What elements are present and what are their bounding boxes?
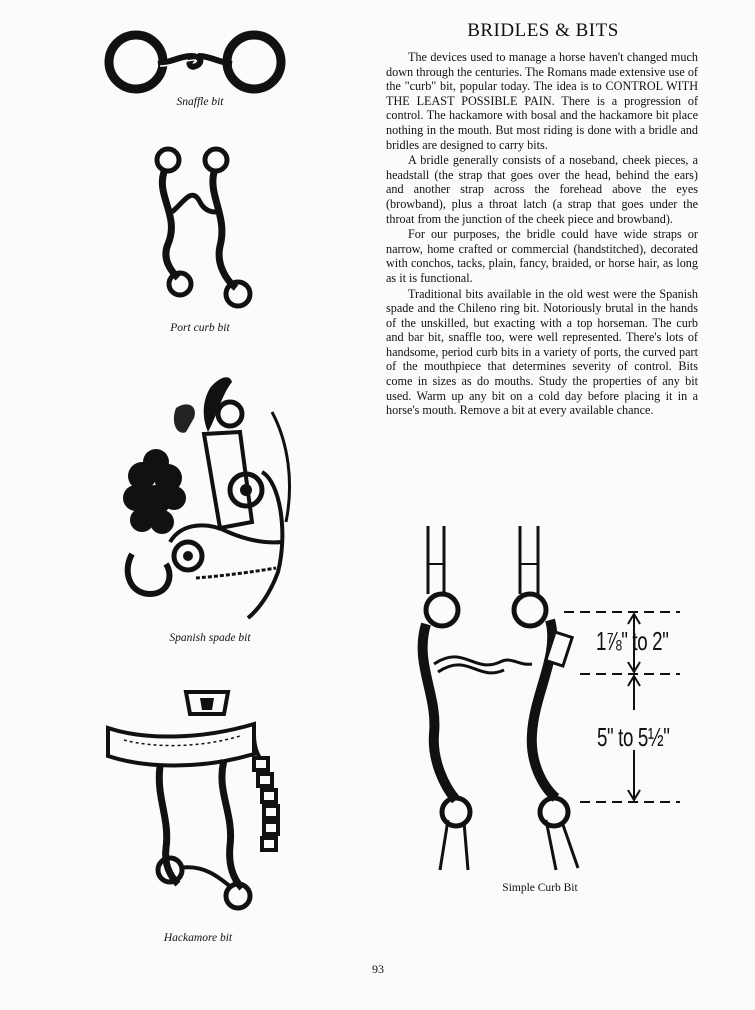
port-curb-bit-illustration [150, 146, 260, 316]
upper-dimension-label: 1⅞" to 2" [596, 626, 669, 656]
paragraph-2: A bridle generally consists of a noseband, cheek pieces, a headstall (the strap that goes over the head, behind the ears) and another strap across the forehead above the eyes (browband), plus a throat latch (a strap that goes under the throat from the junction of the cheek piece and browband). [386, 153, 698, 226]
hackamore-bit-caption: Hackamore bit [163, 932, 233, 944]
lower-dimension-label: 5" to 5½" [597, 722, 670, 752]
simple-curb-bit-illustration [404, 524, 694, 874]
paragraph-1: The devices used to manage a horse haven't changed much down through the centuries. The Romans made extensive use of the "curb" bit, popular today. The idea is to CONTROL WITH THE LEAST POSSIBLE PAIN. There is a progression of control. The hackamore with bosal and the hackamore bit place nothing in the mouth. But most riding is done with a bridle and bridles are designed to carry bits. [386, 50, 698, 152]
snaffle-bit-illustration [100, 22, 290, 97]
article-body [386, 50, 698, 418]
paragraph-4: Traditional bits available in the old west were the Spanish spade and the Chileno ring bit. Notoriously brutal in the hands of the unskilled, but exacting with a top horseman. The curb and bar bit, snaffle too, were well represented. There's lots of handsome, period curb bits in a variety of ports, the curved part of the mouthpiece that determines severity of control. Bits come in sizes as do mouths. Study the properties of any bit used. Warm up any bit on a cold day before placing it in a horse's mouth. Remove a bit at every available chance. [386, 286, 698, 418]
snaffle-bit-caption: Snaffle bit [176, 96, 224, 108]
paragraph-3: For our purposes, the bridle could have wide straps or narrow, home crafted or commercial (handstitched), decorated with conchos, tacks, plain, fancy, braided, or horse hair, as long as it is functional. [386, 227, 698, 285]
page-title: BRIDLES & BITS [467, 20, 619, 41]
page-number: 93 [372, 962, 384, 976]
spanish-spade-bit-caption: Spanish spade bit [169, 632, 251, 644]
hackamore-bit-illustration [104, 688, 294, 918]
port-curb-bit-caption: Port curb bit [170, 322, 230, 334]
simple-curb-bit-caption: Simple Curb Bit [502, 882, 578, 894]
spanish-spade-bit-illustration [112, 372, 297, 627]
